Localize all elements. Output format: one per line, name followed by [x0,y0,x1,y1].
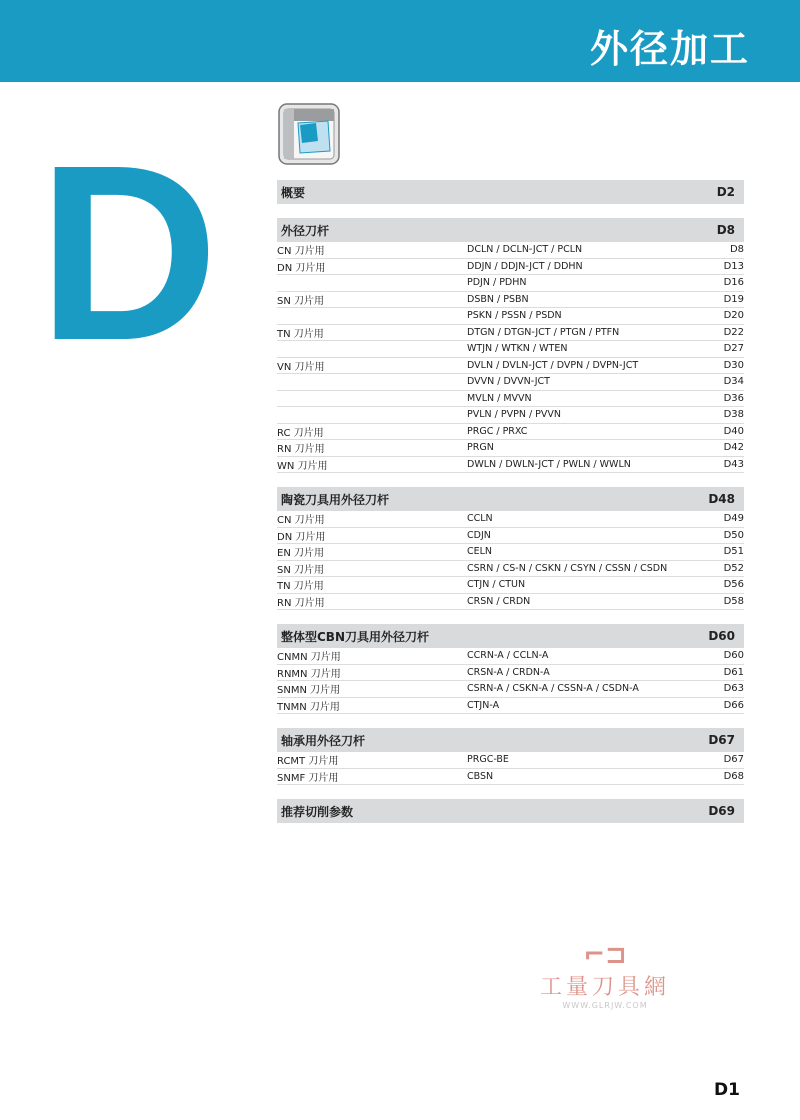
logo-icon: ⌐⊐ [583,940,627,970]
toc-row[interactable] [277,424,744,441]
holder-codes: DWLN / DWLN-JCT / PWLN / WWLN [467,458,631,470]
insert-type: WN 刀片用 [277,460,328,472]
holder-codes: DTGN / DTGN-JCT / PTGN / PTFN [467,326,620,338]
insert-type: SNMF 刀片用 [277,772,339,784]
row-page: D68 [723,770,744,782]
section-title: 整体型CBN刀具用外径刀杆 [281,629,429,644]
toc-row[interactable] [277,698,744,715]
toc-row[interactable] [277,457,744,474]
section-title: 外径刀杆 [281,223,330,238]
section-title: 概要 [281,185,306,200]
holder-codes: DSBN / PSBN [467,293,529,305]
section-header[interactable] [277,728,744,752]
insert-type: CNMN 刀片用 [277,652,341,664]
holder-codes: CDJN [467,529,491,541]
section-page: D60 [708,629,735,643]
toc-section [277,218,744,473]
holder-codes: CRSN-A / CRDN-A [467,666,550,678]
holder-codes: CRSN / CRDN [467,595,531,607]
row-page: D43 [723,458,744,470]
insert-type: RC 刀片用 [277,427,324,439]
holder-codes: PVLN / PVPN / PVVN [467,409,562,421]
insert-type: DN 刀片用 [277,531,326,543]
page-header [0,0,800,82]
insert-type: SN 刀片用 [277,564,325,576]
row-page: D13 [723,260,744,272]
toc-row[interactable] [277,594,744,611]
insert-type: TN 刀片用 [277,328,324,340]
row-page: D16 [723,277,744,289]
holder-codes: CSRN-A / CSKN-A / CSSN-A / CSDN-A [467,683,639,695]
watermark [535,940,675,1010]
holder-codes: CCLN [467,513,493,525]
toc-row[interactable] [277,511,744,528]
row-page: D67 [723,754,744,766]
toc-row[interactable] [277,391,744,408]
holder-codes: CBSN [467,770,494,782]
row-page: D34 [723,376,744,388]
row-page: D52 [723,562,744,574]
toc-row[interactable] [277,561,744,578]
toc-row[interactable] [277,374,744,391]
toc-row[interactable] [277,769,744,786]
insert-type: EN 刀片用 [277,548,324,560]
toc-row[interactable] [277,275,744,292]
row-page: D66 [723,699,744,711]
holder-codes: WTJN / WTKN / WTEN [467,343,568,355]
insert-type: SN 刀片用 [277,295,325,307]
holder-codes: DDJN / DDJN-JCT / DDHN [467,260,583,272]
watermark-url: WWW.GLRJW.COM [562,1001,648,1010]
holder-codes: DVLN / DVLN-JCT / DVPN / DVPN-JCT [467,359,639,371]
holder-codes: CELN [467,546,493,558]
row-page: D63 [723,683,744,695]
toc-row[interactable] [277,440,744,457]
row-page: D30 [723,359,744,371]
toc-row[interactable] [277,308,744,325]
row-page: D36 [723,392,744,404]
section-title: 轴承用外径刀杆 [281,733,366,748]
row-page: D20 [723,310,744,322]
toc-row[interactable] [277,648,744,665]
holder-codes: PRGC-BE [467,754,509,766]
toc-row[interactable] [277,242,744,259]
section-page: D8 [716,223,735,237]
insert-type: RN 刀片用 [277,597,325,609]
row-page: D8 [729,244,744,256]
row-page: D27 [723,343,744,355]
insert-type: SNMN 刀片用 [277,685,341,697]
toc-row[interactable] [277,325,744,342]
toc-section [277,624,744,714]
section-header[interactable] [277,624,744,648]
row-page: D56 [723,579,744,591]
row-page: D58 [723,595,744,607]
section-page: D48 [708,492,735,506]
insert-type: DN 刀片用 [277,262,326,274]
row-page: D51 [723,546,744,558]
section-header[interactable] [277,180,744,204]
insert-type: RNMN 刀片用 [277,668,341,680]
toc-section [277,728,744,785]
table-of-contents [277,180,744,837]
row-page: D38 [723,409,744,421]
holder-codes: DVVN / DVVN-JCT [467,376,550,388]
toc-row[interactable] [277,259,744,276]
insert-type: CN 刀片用 [277,246,325,258]
row-page: D42 [723,442,744,454]
insert-type: RCMT 刀片用 [277,756,339,768]
section-header[interactable] [277,218,744,242]
toc-row[interactable] [277,752,744,769]
holder-codes: MVLN / MVVN [467,392,532,404]
row-page: D40 [723,425,744,437]
toc-row[interactable] [277,544,744,561]
section-header[interactable] [277,487,744,511]
toc-row[interactable] [277,292,744,309]
row-page: D50 [723,529,744,541]
page-number: D1 [714,1080,740,1100]
toc-row[interactable] [277,681,744,698]
toc-section [277,180,744,204]
toc-row[interactable] [277,577,744,594]
holder-codes: CTJN / CTUN [467,579,526,591]
insert-type: VN 刀片用 [277,361,325,373]
section-page: D2 [716,185,735,199]
insert-type: RN 刀片用 [277,444,325,456]
toc-row[interactable] [277,358,744,375]
holder-codes: CSRN / CS-N / CSKN / CSYN / CSSN / CSDN [467,562,668,574]
holder-codes: DCLN / DCLN-JCT / PCLN [467,244,583,256]
section-title: 陶瓷刀具用外径刀杆 [281,492,390,507]
holder-codes: CTJN-A [467,699,500,711]
insert-type: TN 刀片用 [277,581,324,593]
turning-insert-icon [278,103,340,165]
row-page: D19 [723,293,744,305]
watermark-name: 工量刀具網 [539,975,670,1000]
page-title: 外径加工 [589,27,750,71]
section-header[interactable] [277,799,744,823]
toc-row[interactable] [277,341,744,358]
row-page: D22 [723,326,744,338]
holder-codes: CCRN-A / CCLN-A [467,650,549,662]
insert-type: CN 刀片用 [277,515,325,527]
section-page: D69 [708,804,735,818]
insert-type: TNMN 刀片用 [277,701,340,713]
row-page: D49 [723,513,744,525]
row-page: D60 [723,650,744,662]
holder-codes: PRGC / PRXC [467,425,528,437]
toc-row[interactable] [277,407,744,424]
holder-codes: PSKN / PSSN / PSDN [467,310,562,322]
chapter-letter: D [38,113,219,392]
row-page: D61 [723,666,744,678]
toc-section [277,799,744,823]
holder-codes: PRGN [467,442,494,454]
section-page: D67 [708,733,735,747]
toc-section [277,487,744,610]
toc-row[interactable] [277,528,744,545]
toc-row[interactable] [277,665,744,682]
holder-codes: PDJN / PDHN [467,277,527,289]
section-title: 推荐切削参数 [281,804,354,819]
